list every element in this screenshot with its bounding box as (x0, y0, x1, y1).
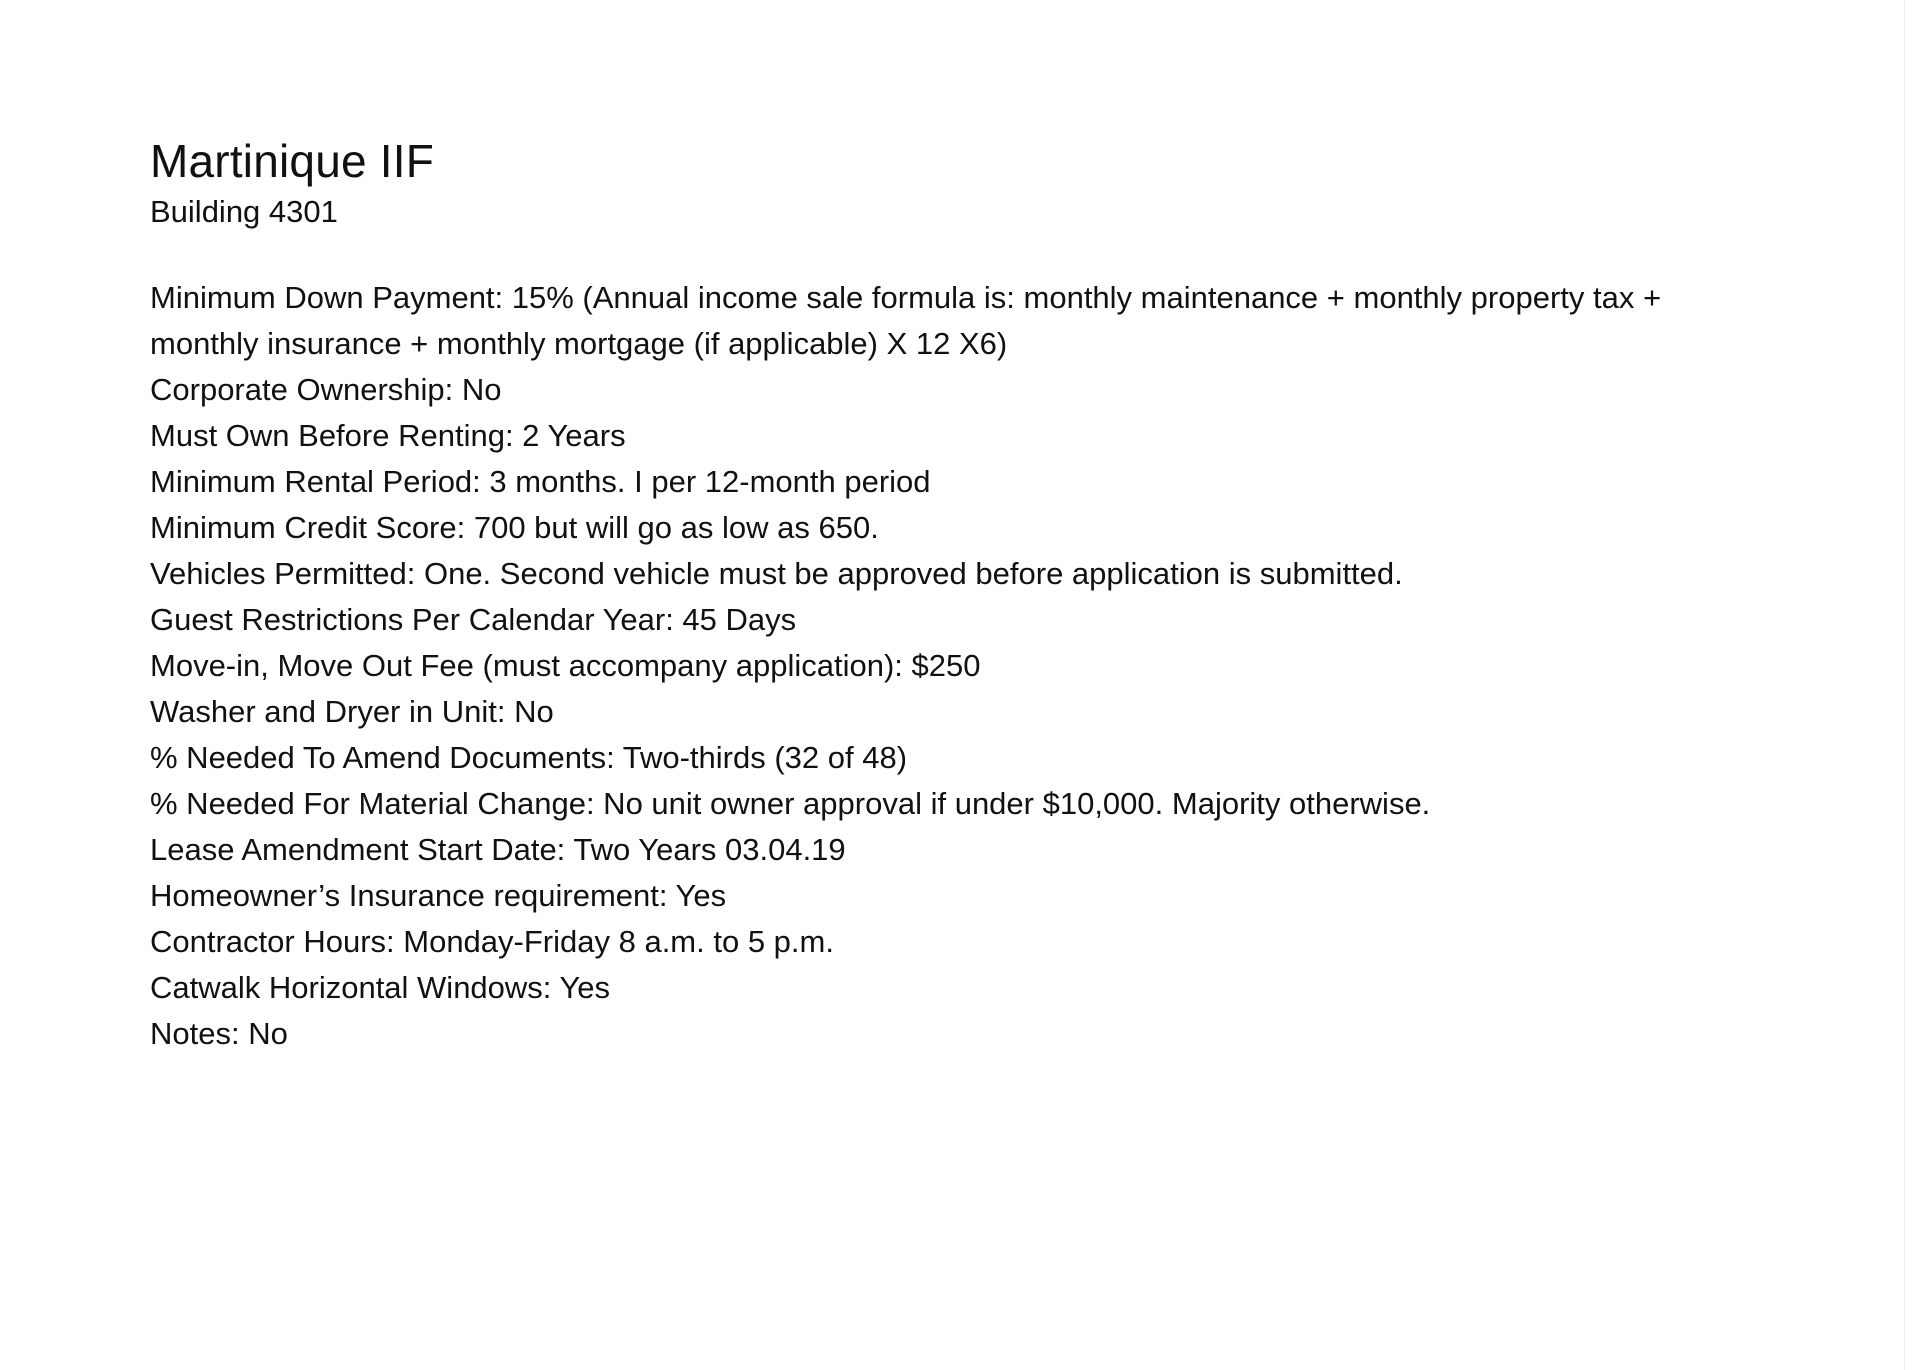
policy-line-washer-dryer: Washer and Dryer in Unit: No (150, 694, 554, 729)
page-edge (1904, 0, 1920, 1370)
policy-line-own-before-renting: Must Own Before Renting: 2 Years (150, 418, 626, 453)
policy-line-credit-score: Minimum Credit Score: 700 but will go as low as 650. (150, 510, 879, 545)
policy-line-guest-restrictions: Guest Restrictions Per Calendar Year: 45 Days (150, 602, 797, 637)
policy-line-down-payment (150, 275, 1850, 367)
policy-line-vehicles: Vehicles Permitted: One. Second vehicle must be approved before application is submitted. (150, 556, 1403, 591)
policy-line-notes: Notes: No (150, 1016, 288, 1051)
building-number: Building 4301 (150, 194, 338, 229)
document-title: Martinique IIF (150, 135, 435, 187)
policy-line-contractor-hours: Contractor Hours: Monday-Friday 8 a.m. to 5 p.m. (150, 924, 834, 959)
policy-line-rental-period: Minimum Rental Period: 3 months. I per 12-month period (150, 464, 931, 499)
policy-line-insurance: Homeowner’s Insurance requirement: Yes (150, 878, 727, 913)
policy-line-amend-documents: % Needed To Amend Documents: Two-thirds (32 of 48) (150, 740, 908, 775)
policy-list (150, 275, 1850, 1057)
document-content (150, 130, 1850, 1057)
policy-text: Minimum Down Payment: 15% (Annual income sale formula is: monthly maintenance + monthly property tax + monthly insurance + monthly mortgage (if applicable) X 12 X6) (150, 280, 1662, 361)
policy-line-catwalk-windows: Catwalk Horizontal Windows: Yes (150, 970, 611, 1005)
policy-line-move-fee: Move-in, Move Out Fee (must accompany application): $250 (150, 648, 981, 683)
policy-line-material-change: % Needed For Material Change: No unit owner approval if under $10,000. Majority otherwise. (150, 786, 1431, 821)
policy-line-corporate-ownership: Corporate Ownership: No (150, 372, 502, 407)
policy-line-lease-amendment: Lease Amendment Start Date: Two Years 03.04.19 (150, 832, 846, 867)
